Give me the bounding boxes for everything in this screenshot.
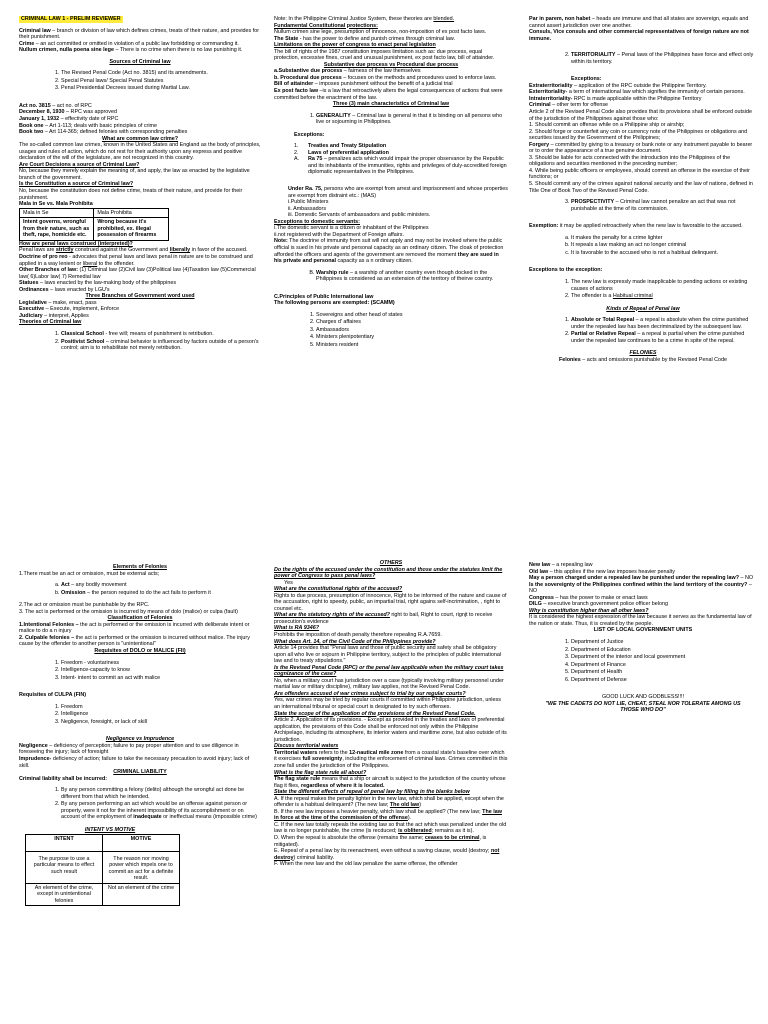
exemption-list	[529, 235, 757, 257]
other-branches: Other Branches of law: (1) Criminal law (2)Civil law (3)Political law (4)Taxation law (5)Commercial law( 6)Labor law( 7) Remedial law	[19, 267, 256, 280]
list-item: a. It makes the penalty for a crime lighter	[571, 235, 757, 242]
list-item: 2. Special Penal laws/ Special Penal Statutes	[61, 78, 261, 85]
table-cell: The purpose to use a particular means to effect such result	[26, 851, 103, 883]
list-item: 1. The new law is expressly made inapplicable to pending actions or existing causes of actions	[571, 279, 757, 292]
note-blended: Note: In the Philippine Criminal Justice System, these theories are blended.	[274, 16, 455, 22]
answer: Prohibits the imposition of death penalty therefore repealing R.A.7659.	[274, 632, 442, 639]
generality-list	[274, 113, 508, 126]
heading-theories: Theories of Criminal law	[19, 319, 82, 326]
list-item: 1. Sovereigns and other head of states	[316, 312, 508, 319]
exceptions-label: Exceptions:	[571, 76, 602, 83]
heading-liability: CRIMINAL LIABILITY	[113, 769, 167, 776]
doctrine-pro-reo: Doctrine of pro reo - advocates that penal laws and laws penal in nature are to be construed and applied in a way lenient or liberal to the offender.	[19, 253, 253, 267]
article-2-intro: Article 2 of the Revised Penal Code also provides that its provisions shall be enforced outside of the jurisdiction of the Philippines against those who:	[529, 109, 752, 122]
list-item: 6. Department of Defense	[571, 677, 757, 684]
domestic-item: i.The domestic servant is a citizen or inhabitant of the Philippines	[274, 225, 429, 232]
heading-felonies: FELONIES	[629, 350, 657, 357]
answer: Article 2. Application of its provisions. - Except as provided in the treaties and laws of preferential application, the provisions of this Code shall be enforced not only within the Philippine Archipelago, including its atmosphere, its interior waters and maritime zone, but also outside of its jurisdiction.	[274, 717, 507, 743]
question: State the different effects of repeal of penal law by filling in the blanks below	[274, 789, 470, 796]
list-item: 1. Department of Justice	[571, 639, 757, 646]
definition-par-in-parem: Par in parem, non habet – heads are immune and that all states are sovereign, equals and cannot assert jurisdiction over one another.	[529, 16, 749, 29]
note-immunity: Note: The doctrine of immunity from suit will not apply and may not be invoked where the public official is sued in his private and personal capacity as an ordinary citizen. The cloak of protection afforded the officers and agents of the government are removed the moment they are sued in his private and personal capacity as a n ordinary citizen.	[274, 238, 504, 265]
territoriality-list	[529, 52, 757, 65]
heading-sources: Sources of Criminal law	[109, 58, 171, 65]
elements-intro: 1.There must be an act or omission, must be external acts;	[19, 570, 160, 577]
definition-criminal-law: Criminal law – branch or division of law which defines crimes, treats of their nature, and provides for their punishment.	[19, 27, 260, 41]
fact-effectivity: January 1, 1932 – effectivity date of RPC	[19, 116, 119, 123]
due-substantive: a.Substantive due process – fairness of the law themselves	[274, 68, 421, 75]
effect-d: D. When the repeal is absolute the offense (remains the same; ceases to be criminal, is mitigated).	[274, 834, 487, 848]
heading-principles: C.Principles of Public International law	[274, 293, 374, 300]
list-item: b. Omission – the person required to do the act fails to perform it	[61, 590, 261, 597]
definition-dilg: DILG – executive branch government police officer belong	[529, 601, 668, 608]
dolo-list	[19, 660, 261, 682]
list-item: 2. Partial or Relative Repeal – a repeal is partial when the crime punished under the repealed law continues to be a crime in spite of the repeal.	[571, 331, 757, 344]
definition-ex-post-facto: Ex post facto law –is a law that retroactively alters the legal consequences of actions that were committed before the enactment of the law.	[274, 88, 503, 101]
element-3: 3. The act is performed or the omission is incurred by means of dolo (malice) or culpa (fault)	[19, 608, 238, 615]
table-cell: Wrong because it's prohibited, ex. illegal possession of firearms	[94, 218, 169, 241]
fact-book-one: Book one – Art 1-113; deals with basic principles of crime	[19, 122, 158, 129]
list-item: 2. TERRITORIALITY – Penal laws of the Philippines have force and effect only within its territory.	[571, 52, 757, 65]
page1-column-3	[529, 16, 757, 363]
list-item: 2. Department of Education	[571, 647, 757, 654]
definition-statutes: Statues – laws enacted by the law-making body of the philippines	[19, 280, 177, 287]
list-item: 1. Absolute or Total Repeal – a repeal is absolute when the crime punished under the repealed law has been decriminalized by the subsequent law.	[571, 317, 757, 330]
heading-due-process: Substantive due process vs Procedural due process	[323, 61, 459, 68]
definition-felonies: Felonies – acts and omissions punishable by the Revised Penal Code	[558, 356, 728, 363]
mas-item: iii. Domestic Servants of ambassadors and public ministers.	[288, 212, 431, 219]
page1-column-1	[19, 16, 261, 353]
definition-negligence: Negligence – deficiency of perception; failure to pay proper attention and to use diligence in foreseeing the injury; lack of foresight	[19, 742, 239, 756]
intent-motive-table	[25, 834, 180, 907]
list-item: 1. Treaties and Treaty Stipulation	[294, 143, 387, 150]
elements-list	[19, 582, 261, 596]
question-construed: How are penal laws construed (interpreted)?	[19, 240, 133, 247]
goodluck-text: GOOD LUCK AND GODBLESS!!!!	[601, 694, 685, 701]
answer: No, when a military court has jurisdiction over a case (typically involving military personnel under martial law or military discipline), military law applies, not the Revised Penal Code.	[274, 677, 504, 691]
list-item: 1. By any person committing a felony (delito) although the wrongful act done be different from that which he intended.	[61, 787, 261, 800]
list-item: 1. Classical School - free will; means of punishment is retribution.	[61, 331, 261, 338]
table-header: Mala Prohibita	[94, 208, 169, 218]
article-2-item: 1. Should commit an offense while on a Philippine ship or airship;	[529, 122, 685, 129]
heading-elements: Elements of Felonies	[113, 564, 167, 570]
consuls-note: Consuls, Vice consuls and other commercial representatives of foreign nature are not immune.	[529, 29, 749, 42]
definition-congress: Congress – has the power to make or enact laws	[529, 594, 648, 601]
list-item: a. Act – any bodily movement	[61, 582, 261, 589]
list-item: 3. Department of the interior and local government	[571, 654, 757, 661]
list-item: c. It is favorable to the accused who is not a habitual delinquent.	[571, 250, 757, 257]
page2-column-1	[19, 564, 261, 906]
theories-list	[19, 331, 261, 352]
effect-a: A. If the repeal makes the penalty lighter in the new law, which shall be applied, except when the offender is a habitual delinquent? (The new law; The old law)	[274, 795, 504, 809]
list-item: b. It repeals a law making an act no longer criminal	[571, 242, 757, 249]
exceptions-to-exception-label: Exceptions to the exception:	[529, 267, 603, 274]
heading-characteristics: Three (3) main characteristics of Criminal law	[332, 101, 450, 108]
article-2-item: 3. Should be liable for acts connected with the introduction into the Philippines of the obligations and securities mentioned in the preceding number;	[529, 154, 731, 168]
heading-mala: Mala in Se vs. Mala Prohibita	[19, 201, 93, 208]
question-sovereignty: Is the sovereignty of the Philippines confined within the land territory of the country? – NO	[529, 581, 752, 595]
list-item: 2. Charges d' affaires	[316, 319, 508, 326]
element-2: 2.The act or omission must be punishable by the RPC.	[19, 602, 150, 609]
list-item: 1. Freedom	[61, 704, 261, 711]
question-answer-statutory: What are the statutory rights of the accused? right to bail, Right to court, rignjt to receive prosecution's evidence	[274, 612, 493, 625]
limitations-text: The bill of rights of the 1987 constitution imposes limitation such as: due process, equal protection, excessive fines, cruel and unusual punishment, ex post facto law, bill of attainder.	[274, 48, 495, 62]
heading-others: OTHERS	[379, 560, 403, 566]
mas-item: i.Public Ministers	[288, 199, 329, 206]
heading-intent-motive: INTENT VS MOTIVE	[84, 826, 136, 833]
prospectivity-list	[529, 199, 757, 212]
definition-extraterritoriality: Extraterritoriality – application of the RPC outside the Philippine Territory.	[529, 82, 707, 89]
answer: Rights to due process, presumption of innocence, Right to be informed of the nature and cause of the accusation, right to speedy, public, an impartial trial, right agains self-incrimination, , right to counsel etc.	[274, 592, 507, 612]
effect-b: B. If the new law imposes a heavier penalty, which law shall be applied? (The new law; The law in force at the time of the commission of the offense).	[274, 808, 502, 822]
page1-column-2	[274, 16, 508, 350]
exceptions-to-exception-list	[529, 279, 757, 300]
answer-constitution: No, because the constitution does not define crime, treats of their nature, and provide for their punishment.	[19, 188, 243, 201]
answer-construed: Penal laws are strictly construed against the Government and liberally in favor of the accused.	[19, 247, 248, 254]
motto-text: "WE THE CADETS DO NOT LIE, CHEAT, STEAL NOR TOLERATE AMONG US THOSE WHO DO"	[545, 700, 741, 714]
list-item: 2. Intelligence	[61, 711, 261, 718]
culpa-list	[19, 704, 261, 726]
table-header: Mala in Se	[20, 208, 94, 218]
table-row	[26, 834, 180, 851]
effect-c: C. If the new law totally repeals the existing law so that the act which was penalized under the old law is no longer punishable, the crime (is recduced; is obliterated; remains as it is).	[274, 821, 507, 835]
page2-column-3	[529, 562, 757, 714]
heading-classification: Classification of Felonies	[107, 615, 173, 622]
table-cell: The reason nor moving power which impels one to commit an act for a definite result.	[103, 851, 180, 883]
question: State the scope of the application of the provisions of the Revised Penal Code.	[274, 710, 476, 717]
lgu-list	[529, 639, 757, 683]
definition-state: The State - has the power to define and punish crimes through criminal law.	[274, 35, 455, 42]
question: Is the Revised Penal Code (RPC) or the penal law applicable when the military court takes cognizance of the case?	[274, 664, 504, 678]
list-item: 1. The Revised Penal Code (Act no. 3815) and its amendments.	[61, 70, 261, 77]
table-row	[26, 851, 180, 883]
intentional-felonies: 1.Intentional Felonies – the act is performed or the omission is incurred with deliberate intent or malice to do a n injury	[19, 621, 250, 635]
answer-common-law: The so-called common law crimes, known in the United States and England as the body of principles, usages and rules of action, which do not rest for their authority upon any express and positive declaration of the will of the legislature, are not recognized in this country.	[19, 142, 261, 162]
answer-flag-state: The flag state rule means that a ship or aircraft is subject to the jurisdiction of the country whose flag it flies, regardless of where it is located.	[274, 776, 506, 789]
question: What does Art. 14, of the Civil Code of the Philippines provide?	[274, 638, 436, 645]
gov-judiciary: Judiciary – interpret, Applies	[19, 312, 89, 319]
list-item: 3. PROSPECTIVITY – Criminal law cannot penalize an act that was not punishable at the time of its commission.	[571, 199, 757, 212]
liability-list	[19, 787, 261, 821]
fact-approved: December 8, 1930 – RPC was approved	[19, 109, 117, 116]
definition-attainder: Bill of attainder – imposes punishment without the benefit of a judicial trial	[274, 81, 453, 88]
heading-branches-gov: Three Branches of Government word used	[85, 293, 195, 300]
definition-criminal: Criminal – other term for offense	[529, 102, 609, 109]
answer-court-decisions: No, because they merely explain the meaning of, and apply, the law as enacted by the legislative branch of the government.	[19, 168, 250, 181]
question-repealed-law: May a person charged under a repealed law be punished under the repealing law? – NO	[529, 575, 754, 582]
heading-exempted: The following persons are exempted: (SCAMM)	[274, 300, 395, 307]
list-item: 5. Department of Health	[571, 669, 757, 676]
definition-imprudence: Imprudence- deficiency of action; failure to take the necessary precaution to avoid injury; lack of skill.	[19, 756, 250, 769]
definition-crime: Crime – an act committed or omitted in violation of a public law forbidding or commanding it.	[19, 40, 239, 47]
definition-forgery: Forgery – committed by giving to a treasury or bank note or any instrument payable to bearer or to order the appearance of a true genuine document.	[529, 141, 753, 155]
warship-list	[274, 270, 508, 283]
definition-nullum-crimen: Nullum crimen, nulla poena sine lege – There is no crime when there is no law punishing it.	[19, 47, 243, 54]
fact-book-two: Book two – Art 114-365; defined felonies with corresponding penalties	[19, 129, 188, 136]
question: Do the rights of the accused under the constitution and those under the statutes limit the power of Congress to pass penal laws?	[274, 566, 503, 580]
repeal-list	[529, 317, 757, 344]
exceptions-list	[274, 143, 508, 176]
list-item: A. Ra 75 – penalizes acts which would impair the proper observance by the Republic and its inhabitants of the immunities, rights and privileges of duly-accredited foreign diplomatic representatives in the Philippines.	[294, 156, 507, 176]
gov-legislative: Legislative – make, enact, pass	[19, 299, 97, 306]
list-item: 3. Negligence, foresight, or lack of skill	[61, 719, 261, 726]
heading-fundamental: Fundamental Constitutional protections:	[274, 22, 378, 29]
definition-exterritoriality: Exterritoriality- a term of international law which signifies the immunity of certain persons.	[529, 89, 745, 96]
domestic-item: ii.not registered with the Department of Foreign affairs.	[274, 231, 404, 238]
list-item: 4. Ministers plenipotentiary	[316, 334, 508, 341]
culpable-felonies: 2. Culpable felonies – the act is performed or the omission is incurred without malice. The injury cause by the offender to another person is "unintentional"	[19, 634, 250, 648]
question: What is the flag state rule all about?	[274, 769, 367, 776]
exceptions-label: Exceptions:	[294, 131, 325, 138]
question: Are offenders accused of war crimes subject to trial by our regular courts?	[274, 690, 466, 697]
table-cell: Intent governs, wrongful from their nature, such as theft, rape, homicide etc.	[20, 218, 94, 241]
table-row	[26, 883, 180, 906]
liability-label: Criminal liability shall be incurred:	[19, 775, 108, 782]
exemption: Exemption: it may be applied retroactively when the new law is favorable to the accused.	[529, 223, 743, 230]
ra75-text: Under Ra. 75, persons who are exempt from arrest and imprisonment and whose properties are exempt from distraint etc.: (MAS)	[288, 186, 508, 199]
question: Discuss territorial waters	[274, 743, 339, 750]
page-2	[0, 558, 768, 1024]
table-cell: An element of the crime, except in unintentional felonies	[26, 883, 103, 906]
answer: Article 14 provides that "Penal laws and those of public security and safety shall be obligatory upon all who live or sojourn in Philippine territory, subject to the principles of public international law and to treaty stipulations."	[274, 645, 502, 665]
sources-list	[19, 70, 261, 92]
definition-new-law: New law – a repealing law	[529, 562, 593, 568]
answer-constitution-higher: It is considered the highest expression of the law because it serves as the fundamental law of the nation or state. Thus, it is created by the people.	[529, 614, 752, 627]
question-common-law: What are common law crime?	[101, 135, 179, 142]
page2-column-2	[274, 560, 508, 868]
list-item: B. Warship rule – a warship of another country even though docked in the Philippines is considered as an extension of the territory of theirve country.	[316, 270, 508, 283]
list-item: 3. Penal Presidential Decrees issued during Martial Law.	[61, 85, 261, 92]
table-row	[20, 218, 169, 241]
table-header: MOTIVE	[103, 834, 180, 851]
heading-dolo: Requisites of DOLO or MALICE (FII)	[94, 648, 186, 655]
list-item: 4. Department of Finance	[571, 662, 757, 669]
mala-table	[19, 208, 169, 241]
heading-domestic-exceptions: Exceptions to domestic servants:	[274, 218, 360, 225]
list-item: 2. Intelligence-capacity to know	[61, 667, 261, 674]
heading-negligence: Negligence vs Imprudence	[105, 736, 175, 743]
question: What are the constitutional rights of the accused?	[274, 586, 403, 593]
list-item: 3. Ambassadors	[316, 327, 508, 334]
definition-old-law: Old law – this applies if the new law imposes heavier penalty	[529, 568, 675, 575]
list-item: 3. Intent- intent to commit an act with malice	[61, 675, 261, 682]
list-item: 2. Laws of preferential application	[294, 149, 389, 156]
list-item: 2. By any person performing an act which would be an offense against person or property, were it not for the inherent impossibility of its accomplishment or on account of the employment of inadequate or ineffectual means (impossible crime)	[61, 801, 261, 821]
question-court-decisions: Are Court Decisions a source of Criminal Law?	[19, 161, 140, 168]
question: What is RA 9346?	[274, 625, 320, 632]
heading-repeal: Kinds of Repeal of Penal law	[606, 305, 680, 312]
effect-e: E. Repeal of a penal law by its reenactment, even without a saving clause, would (destroy; not destroy) criminal liability.	[274, 848, 500, 861]
list-item: 1. GENERALITY – Criminal law is general in that it is binding on all persons who live or sojourning in Philippines.	[316, 113, 508, 126]
list-item: 5. Ministers resident	[316, 342, 508, 349]
mas-item: ii. Ambassadors	[288, 205, 327, 212]
answer-territorial-waters: Territorial waters refers to the 12-nautical mile zone from a coastal state's baseline over which it exercises full sovereignty, including the enforcement of criminal laws. Crimes committed in this zone fall under the jurisdiction of the Philippines.	[274, 749, 508, 769]
answer: Yes	[284, 579, 293, 586]
question-constitution-higher: Why is constitution higher than all other laws?	[529, 607, 649, 614]
article-2-item: 4. While being public officers or employees, should commit an offense in the exercise of their functions; or	[529, 167, 750, 181]
document-title: CRIMINAL LAW 1 - PRELIM REVIEWER	[21, 16, 121, 22]
table-row	[20, 208, 169, 218]
article-2-item: 2. Should forge or counterfeit any coin or currency note of the Philippines or obligations and securities issued by the Government of the Philippines;	[529, 128, 748, 142]
effect-f: F. When the new law and the old law penalize the same offense, the offender	[274, 861, 458, 868]
answer: Yes, war crimes may be tried by regular courts if committed within Philippine jurisdiction, unless an international tribunal or special court is designated to try such offenses.	[274, 697, 501, 711]
fact-act: Act no. 3815 – act no. of RPC	[19, 102, 92, 109]
question-constitution: Is the Constitution a source of Criminal law?	[19, 181, 134, 188]
list-item: 1. Freedom - voluntariness	[61, 660, 261, 667]
due-procedural: b. Procedural due process – focuses on the methods and procedures used to enforce laws.	[274, 74, 497, 81]
table-cell: Not an element of the crime	[103, 883, 180, 906]
list-item: 2. Positivist School – criminal behavior is influenced by factors outside of a person's control; aim is to rehabilitate not merely retribution.	[61, 339, 261, 352]
heading-culpa: Requisites of CULPA (FIN)	[19, 692, 87, 699]
list-item: 2. The offender is a Habitual criminal	[571, 293, 757, 300]
definition-intraterritoriality: Intraterritoriality- RPC is made applicable within the Philippine Territory	[529, 95, 702, 102]
article-2-item: 5. Should commit any of the crimes against national security and the law of nations, defined in Title One of Book Two of the Revised Penal Code.	[529, 181, 753, 194]
fundamental-text: Nullum crimen sine lege, presumption of innocence, non-imposition of ex post facto laws.	[274, 29, 487, 36]
scamm-list	[274, 312, 508, 349]
heading-lgu: LIST OF LOCAL GOVERNMENT UNITS	[593, 627, 693, 634]
table-header: INTENT	[26, 834, 103, 851]
definition-ordinances: Ordinances – laws enacted by LGU's	[19, 286, 110, 293]
gov-executive: Executive – Execute, implement, Enforce	[19, 306, 120, 313]
heading-limitations: Limitations on the power of congress to enact penal legislation	[274, 42, 436, 49]
